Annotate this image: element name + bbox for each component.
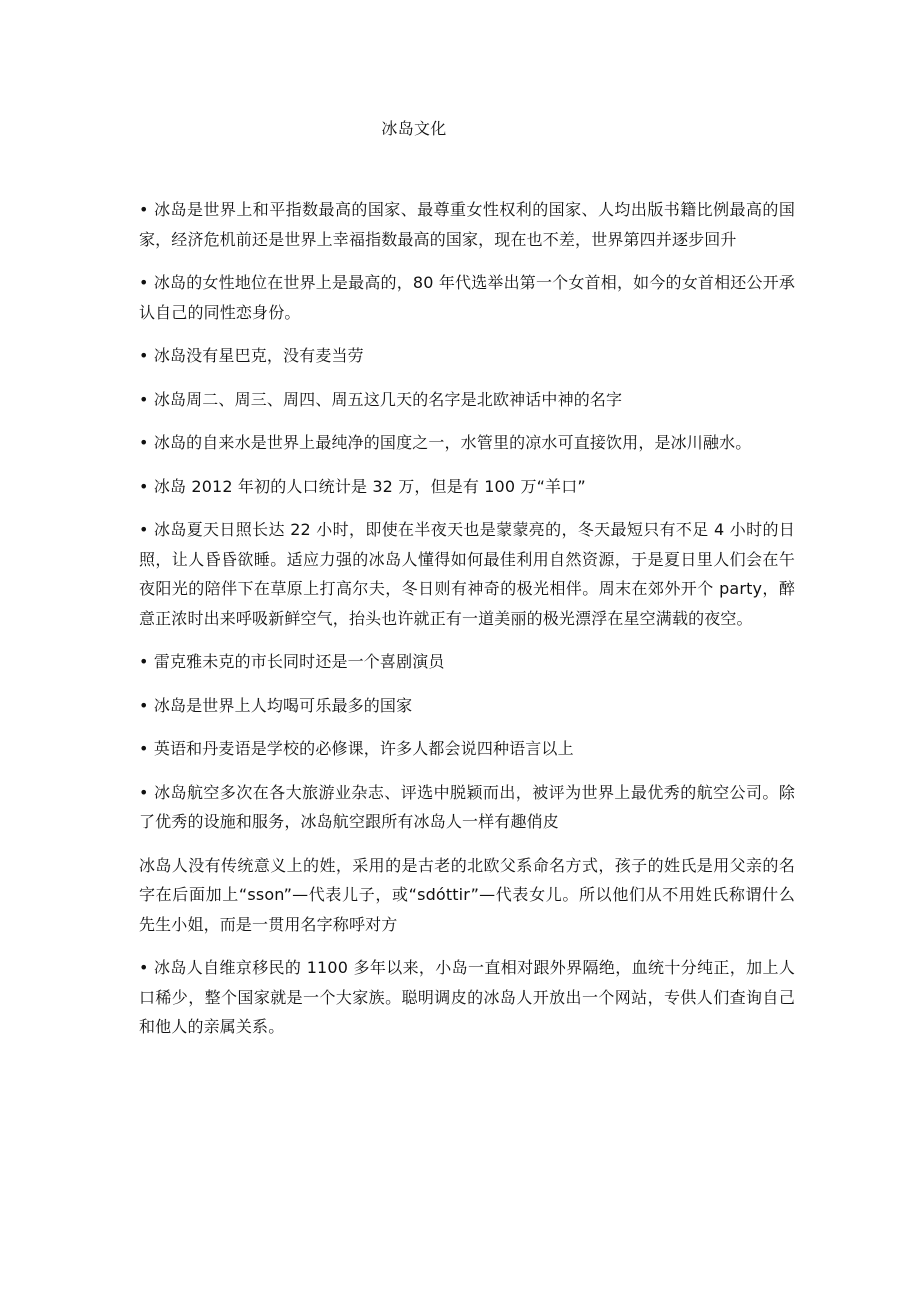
document-title: 冰岛文化 xyxy=(381,119,447,138)
fact-paragraph-languages: • 英语和丹麦语是学校的必修课，许多人都会说四种语言以上 xyxy=(139,739,574,758)
fact-paragraph-naming: 冰岛人没有传统意义上的姓，采用的是古老的北欧父系命名方式，孩子的姓氏是用父亲的名字在后面加上“sson”—代表儿子，或“sdóttir”—代表女儿。所以他们从不用姓氏称谓什么先生小姐，而是一贯用名字称呼对方 xyxy=(139,855,795,934)
fact-paragraph-no-starbucks: • 冰岛没有星巴克，没有麦当劳 xyxy=(139,346,364,365)
fact-paragraph-peace-index: • 冰岛是世界上和平指数最高的国家、最尊重女性权利的国家、人均出版书籍比例最高的国家，经济危机前还是世界上幸福指数最高的国家，现在也不差，世界第四并逐步回升 xyxy=(139,200,795,249)
fact-paragraph-weekday-names: • 冰岛周二、周三、周四、周五这几天的名字是北欧神话中神的名字 xyxy=(139,389,623,409)
fact-paragraph-airline: • 冰岛航空多次在各大旅游业杂志、评选中脱颖而出，被评为世界上最优秀的航空公司。除了优秀的设施和服务，冰岛航空跟所有冰岛人一样有趣俏皮 xyxy=(139,782,795,831)
fact-paragraph-genealogy: • 冰岛人自维京移民的 1100 多年以来，小岛一直相对跟外界隔绝，血统十分纯正，加上人口稀少，整个国家就是一个大家族。聪明调皮的冰岛人开放出一个网站，专供人们查询自己和他人的亲属关系。 xyxy=(139,958,795,1036)
fact-paragraph-mayor: • 雷克雅未克的市长同时还是一个喜剧演员 xyxy=(139,652,445,671)
fact-paragraph-tap-water: • 冰岛的自来水是世界上最纯净的国度之一，水管里的凉水可直接饮用，是冰川融水。 xyxy=(139,433,752,452)
fact-paragraph-population: • 冰岛 2012 年初的人口统计是 32 万，但是有 100 万“羊口” xyxy=(139,476,586,496)
fact-paragraph-cola: • 冰岛是世界上人均喝可乐最多的国家 xyxy=(139,695,413,715)
fact-paragraph-women-status: • 冰岛的女性地位在世界上是最高的，80 年代选举出第一个女首相，如今的女首相还公开承认自己的同性恋身份。 xyxy=(139,273,795,322)
document-body xyxy=(139,195,795,1056)
fact-paragraph-daylight: • 冰岛夏天日照长达 22 小时，即使在半夜天也是蒙蒙亮的，冬天最短只有不足 4 小时的日照，让人昏昏欲睡。适应力强的冰岛人懂得如何最佳利用自然资源，于是夏日里人们会在午夜阳光的陪伴下在草原上打高尔夫，冬日则有神奇的极光相伴。周末在郊外开个 party，醉意正浓时出来呼吸新鲜空气，抬头也许就正有一道美丽的极光漂浮在星空满载的夜空。 xyxy=(139,520,795,628)
